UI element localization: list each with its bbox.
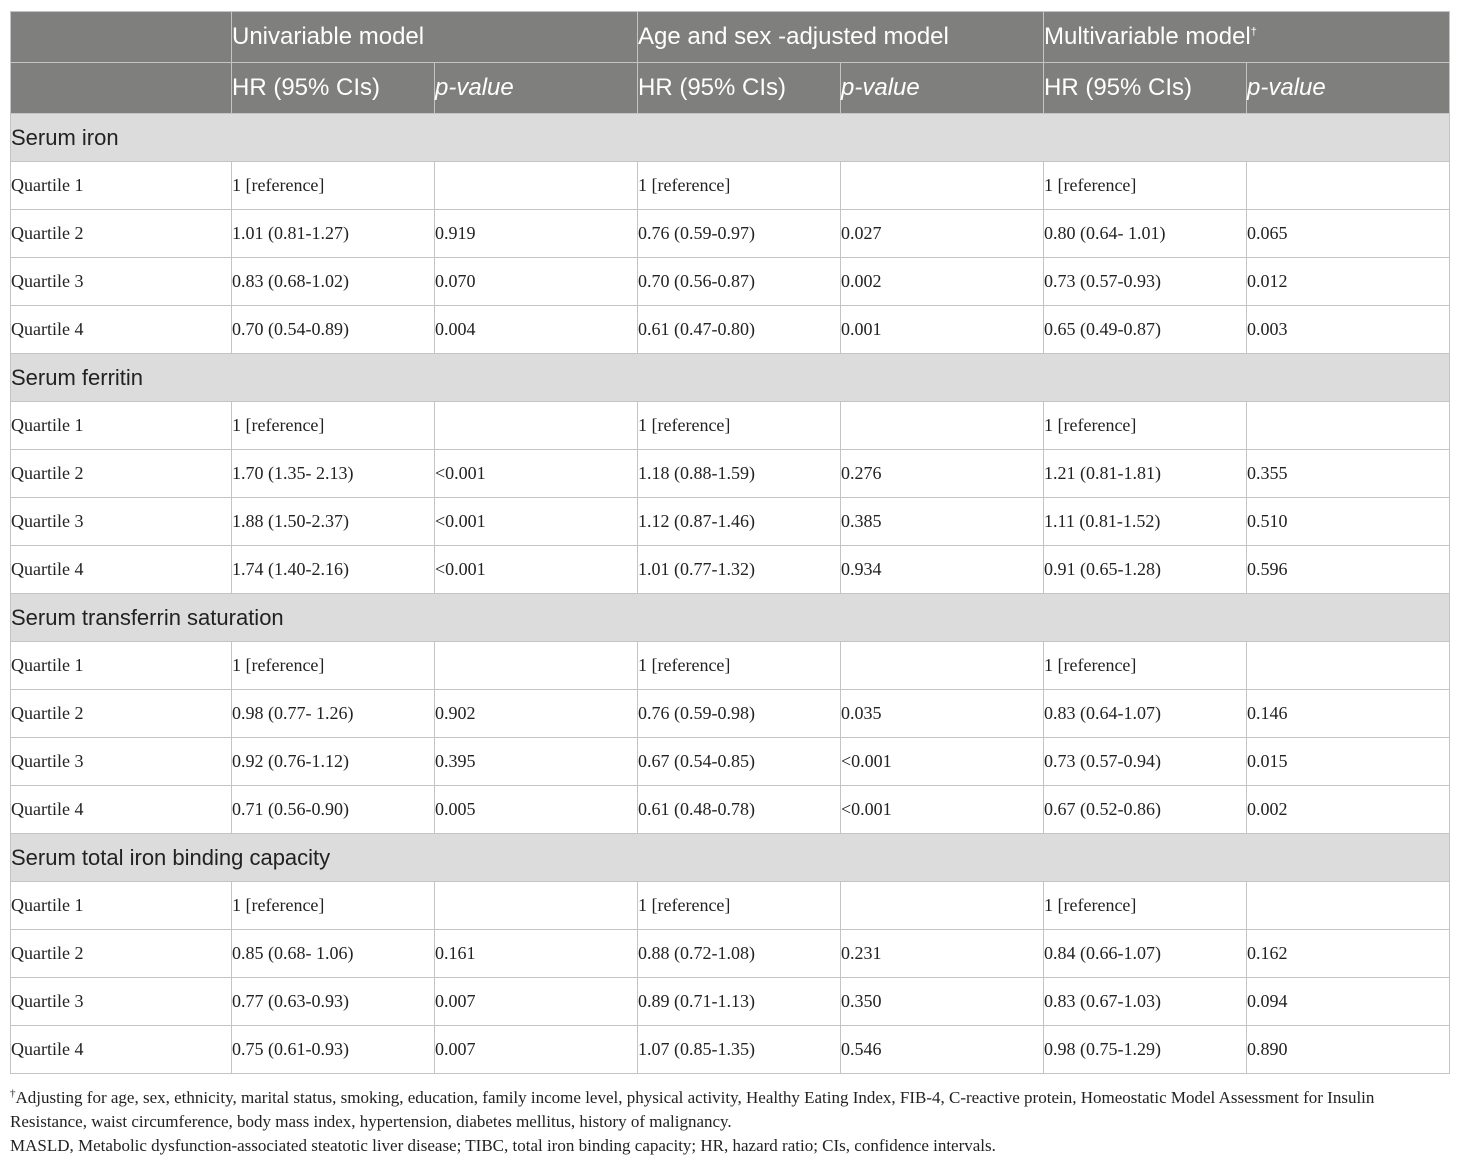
table-cell: 1 [reference] <box>638 162 841 210</box>
table-cell <box>1247 402 1450 450</box>
table-cell: 0.162 <box>1247 930 1450 978</box>
header-blank-cell <box>11 63 232 114</box>
table-cell: 0.350 <box>841 978 1044 1026</box>
table-cell: 0.385 <box>841 498 1044 546</box>
table-cell: 0.012 <box>1247 258 1450 306</box>
results-table <box>10 11 1450 1074</box>
table-cell: 1 [reference] <box>232 162 435 210</box>
table-cell: 1 [reference] <box>638 882 841 930</box>
table-cell: 0.76 (0.59-0.97) <box>638 210 841 258</box>
table-cell: 0.934 <box>841 546 1044 594</box>
table-cell <box>1247 882 1450 930</box>
row-label: Quartile 4 <box>11 306 232 354</box>
table-cell: 0.161 <box>435 930 638 978</box>
header-p-label: p-value <box>841 63 1044 114</box>
table-cell: 0.007 <box>435 978 638 1026</box>
table-row <box>11 786 1450 834</box>
table-cell: 0.002 <box>841 258 1044 306</box>
table-cell: 1 [reference] <box>1044 162 1247 210</box>
footnote-adjustment <box>10 1086 1455 1134</box>
table-cell: 0.76 (0.59-0.98) <box>638 690 841 738</box>
row-label: Quartile 4 <box>11 786 232 834</box>
row-label: Quartile 3 <box>11 738 232 786</box>
table-cell: <0.001 <box>435 450 638 498</box>
table-cell <box>841 642 1044 690</box>
table-cell: 0.70 (0.56-0.87) <box>638 258 841 306</box>
table-cell: 0.92 (0.76-1.12) <box>232 738 435 786</box>
header-hr-label: HR (95% CIs) <box>232 63 435 114</box>
section-title: Serum iron <box>11 114 1450 162</box>
table-cell: 0.67 (0.54-0.85) <box>638 738 841 786</box>
table-cell: 1 [reference] <box>1044 402 1247 450</box>
table-cell: 0.70 (0.54-0.89) <box>232 306 435 354</box>
table-row <box>11 1026 1450 1074</box>
table-cell: 0.83 (0.68-1.02) <box>232 258 435 306</box>
table-cell: 0.67 (0.52-0.86) <box>1044 786 1247 834</box>
table-cell: 0.005 <box>435 786 638 834</box>
table-cell: 1.07 (0.85-1.35) <box>638 1026 841 1074</box>
footnote-adjust-text: Adjusting for age, sex, ethnicity, marital status, smoking, education, family income level, physical activity, Healthy Eating Index, FIB-4, C-reactive protein, Homeostatic Model Assessment for Insulin Resistance, waist circumference, body mass index, hypertension, diabetes mellitus, history of malignancy. <box>10 1088 1375 1131</box>
dagger-mark: † <box>10 1087 16 1100</box>
table-cell: 0.003 <box>1247 306 1450 354</box>
table-cell <box>841 162 1044 210</box>
table-cell: 0.71 (0.56-0.90) <box>232 786 435 834</box>
table-row <box>11 690 1450 738</box>
table-cell: 1.01 (0.81-1.27) <box>232 210 435 258</box>
table-row <box>11 978 1450 1026</box>
table-cell: 1.21 (0.81-1.81) <box>1044 450 1247 498</box>
table-cell: 0.91 (0.65-1.28) <box>1044 546 1247 594</box>
table-cell: 0.546 <box>841 1026 1044 1074</box>
table-cell: 0.094 <box>1247 978 1450 1026</box>
table-cell: <0.001 <box>841 786 1044 834</box>
table-cell: 0.355 <box>1247 450 1450 498</box>
table-cell: 1.11 (0.81-1.52) <box>1044 498 1247 546</box>
table-cell: 1 [reference] <box>638 402 841 450</box>
table-row <box>11 930 1450 978</box>
table-cell: 1 [reference] <box>638 642 841 690</box>
table-cell <box>435 642 638 690</box>
row-label: Quartile 4 <box>11 546 232 594</box>
table-cell: 0.510 <box>1247 498 1450 546</box>
table-cell: 0.596 <box>1247 546 1450 594</box>
row-label: Quartile 1 <box>11 882 232 930</box>
header-univariable: Univariable model <box>232 12 638 63</box>
row-label: Quartile 3 <box>11 978 232 1026</box>
table-cell <box>841 402 1044 450</box>
header-row-columns <box>11 63 1450 114</box>
table-cell: 0.035 <box>841 690 1044 738</box>
table-cell: 0.919 <box>435 210 638 258</box>
table-cell: 0.83 (0.67-1.03) <box>1044 978 1247 1026</box>
table-row <box>11 546 1450 594</box>
row-label: Quartile 3 <box>11 498 232 546</box>
table-cell: 0.015 <box>1247 738 1450 786</box>
table-cell: 1.74 (1.40-2.16) <box>232 546 435 594</box>
table-cell: 0.88 (0.72-1.08) <box>638 930 841 978</box>
row-label: Quartile 1 <box>11 642 232 690</box>
table-cell: 1.18 (0.88-1.59) <box>638 450 841 498</box>
table-cell: 1 [reference] <box>232 642 435 690</box>
section-header-row <box>11 354 1450 402</box>
table-cell: 0.004 <box>435 306 638 354</box>
row-label: Quartile 2 <box>11 930 232 978</box>
table-row <box>11 738 1450 786</box>
table-footnotes <box>10 1086 1455 1158</box>
table-cell: 1.01 (0.77-1.32) <box>638 546 841 594</box>
table-cell: 1.88 (1.50-2.37) <box>232 498 435 546</box>
table-cell: 1 [reference] <box>1044 882 1247 930</box>
table-cell: 0.73 (0.57-0.94) <box>1044 738 1247 786</box>
section-header-row <box>11 834 1450 882</box>
table-cell <box>435 402 638 450</box>
row-label: Quartile 1 <box>11 162 232 210</box>
section-header-row <box>11 114 1450 162</box>
table-cell: 0.80 (0.64- 1.01) <box>1044 210 1247 258</box>
row-label: Quartile 2 <box>11 690 232 738</box>
footnote-abbreviations: MASLD, Metabolic dysfunction-associated steatotic liver disease; TIBC, total iron binding capacity; HR, hazard ratio; CIs, confidence intervals. <box>10 1136 996 1155</box>
table-cell: 1.12 (0.87-1.46) <box>638 498 841 546</box>
table-cell: <0.001 <box>841 738 1044 786</box>
table-cell: 0.890 <box>1247 1026 1450 1074</box>
table-cell: <0.001 <box>435 546 638 594</box>
table-cell: 0.75 (0.61-0.93) <box>232 1026 435 1074</box>
table-cell: 0.77 (0.63-0.93) <box>232 978 435 1026</box>
table-cell <box>1247 162 1450 210</box>
table-cell: 0.84 (0.66-1.07) <box>1044 930 1247 978</box>
table-cell: 0.395 <box>435 738 638 786</box>
table-cell: 0.231 <box>841 930 1044 978</box>
table-cell: 0.98 (0.75-1.29) <box>1044 1026 1247 1074</box>
row-label: Quartile 3 <box>11 258 232 306</box>
table-row <box>11 402 1450 450</box>
table-row <box>11 498 1450 546</box>
table-cell: 1 [reference] <box>232 402 435 450</box>
table-row <box>11 162 1450 210</box>
table-cell <box>435 882 638 930</box>
header-hr-label: HR (95% CIs) <box>1044 63 1247 114</box>
table-cell: 1.70 (1.35- 2.13) <box>232 450 435 498</box>
header-p-label: p-value <box>435 63 638 114</box>
table-row <box>11 882 1450 930</box>
table-cell: 0.89 (0.71-1.13) <box>638 978 841 1026</box>
header-blank-cell <box>11 12 232 63</box>
table-cell: 0.61 (0.47-0.80) <box>638 306 841 354</box>
header-row-models <box>11 12 1450 63</box>
row-label: Quartile 2 <box>11 210 232 258</box>
section-title: Serum ferritin <box>11 354 1450 402</box>
row-label: Quartile 4 <box>11 1026 232 1074</box>
table-cell: 0.065 <box>1247 210 1450 258</box>
table-row <box>11 450 1450 498</box>
table-cell: 0.902 <box>435 690 638 738</box>
table-cell <box>841 882 1044 930</box>
table-cell: 0.002 <box>1247 786 1450 834</box>
table-row <box>11 306 1450 354</box>
table-cell: 0.276 <box>841 450 1044 498</box>
table-cell: 1 [reference] <box>232 882 435 930</box>
table-cell <box>435 162 638 210</box>
table-cell: 0.070 <box>435 258 638 306</box>
table-row <box>11 210 1450 258</box>
header-hr-label: HR (95% CIs) <box>638 63 841 114</box>
row-label: Quartile 2 <box>11 450 232 498</box>
row-label: Quartile 1 <box>11 402 232 450</box>
table-cell: 0.83 (0.64-1.07) <box>1044 690 1247 738</box>
table-cell <box>1247 642 1450 690</box>
table-row <box>11 642 1450 690</box>
table-cell: 0.027 <box>841 210 1044 258</box>
table-cell: 0.85 (0.68- 1.06) <box>232 930 435 978</box>
table-cell: 0.65 (0.49-0.87) <box>1044 306 1247 354</box>
header-age-sex-adjusted: Age and sex -adjusted model <box>638 12 1044 63</box>
table-cell: <0.001 <box>435 498 638 546</box>
table-cell: 0.61 (0.48-0.78) <box>638 786 841 834</box>
header-multivariable: Multivariable model† <box>1044 12 1450 63</box>
section-title: Serum total iron binding capacity <box>11 834 1450 882</box>
table-cell: 1 [reference] <box>1044 642 1247 690</box>
table-cell: 0.007 <box>435 1026 638 1074</box>
section-title: Serum transferrin saturation <box>11 594 1450 642</box>
header-p-label: p-value <box>1247 63 1450 114</box>
table-cell: 0.001 <box>841 306 1044 354</box>
table-cell: 0.146 <box>1247 690 1450 738</box>
section-header-row <box>11 594 1450 642</box>
table-cell: 0.98 (0.77- 1.26) <box>232 690 435 738</box>
table-row <box>11 258 1450 306</box>
table-cell: 0.73 (0.57-0.93) <box>1044 258 1247 306</box>
